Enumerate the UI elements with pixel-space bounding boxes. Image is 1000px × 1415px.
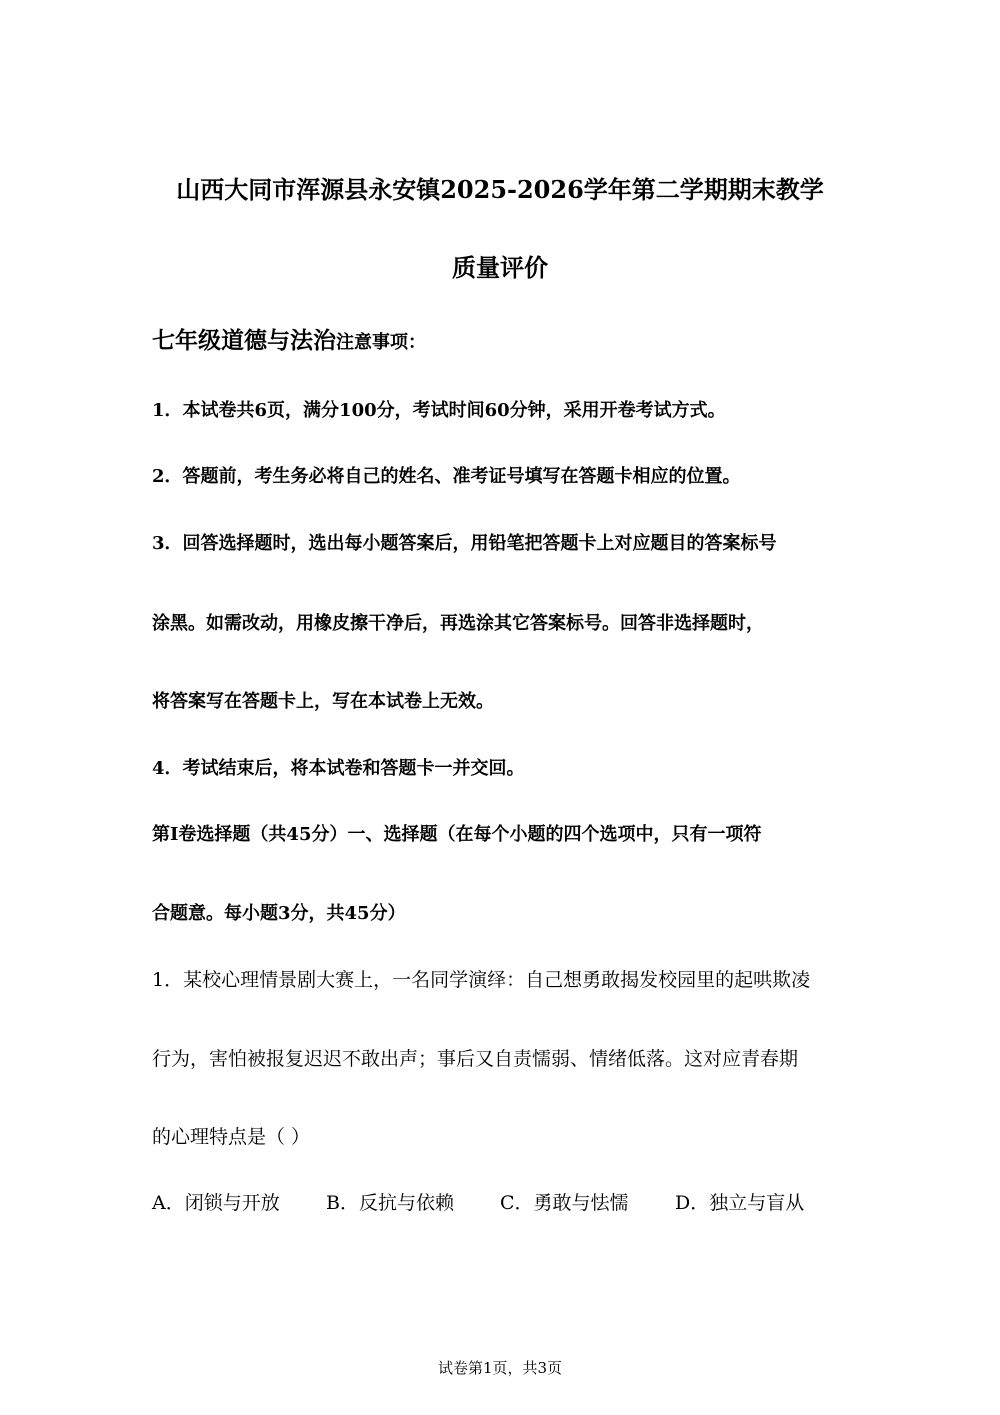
- notice-item-3: 3．回答选择题时，选出每小题答案后，用铅笔把答题卡上对应题目的答案标号: [152, 533, 777, 554]
- notice-item-2: 2．答题前，考生务必将自己的姓名、准考证号填写在答题卡相应的位置。: [152, 466, 741, 487]
- question-1-options: [152, 1188, 804, 1215]
- option-c: C．勇敢与怯懦: [500, 1192, 629, 1214]
- question-1-stem: 1．某校心理情景剧大赛上，一名同学演绎：自己想勇敢揭发校园里的起哄欺凌: [152, 969, 811, 991]
- option-d: D．独立与盲从: [675, 1192, 805, 1214]
- section-heading-continued: 合题意。每小题3分，共45分）: [152, 903, 406, 924]
- notice-item-3-continued: 涂黑。如需改动，用橡皮擦干净后，再选涂其它答案标号。回答非选择题时，: [152, 613, 764, 634]
- section-heading: 第Ⅰ卷选择题（共45分）一、选择题（在每个小题的四个选项中，只有一项符: [152, 824, 762, 845]
- option-a: A．闭锁与开放: [152, 1192, 280, 1214]
- question-1-stem-continued: 行为，害怕被报复迟迟不敢出声；事后又自责懦弱、情绪低落。这对应青春期: [152, 1048, 799, 1070]
- notice-item-3-continued: 将答案写在答题卡上，写在本试卷上无效。: [152, 691, 494, 712]
- page-footer: 试卷第1页，共3页: [437, 1359, 563, 1377]
- notice-item-1: 1．本试卷共6页，满分100分，考试时间60分钟，采用开卷考试方式。: [152, 400, 726, 421]
- notice-label: 注意事项：: [336, 332, 426, 353]
- exam-title-line-2: 质量评价: [452, 253, 548, 282]
- question-1-stem-continued: 的心理特点是（ ）: [152, 1126, 311, 1148]
- exam-title-line-1: 山西大同市浑源县永安镇2025-2026学年第二学期期末教学: [176, 175, 824, 204]
- subject-title: 七年级道德与法治: [152, 327, 336, 354]
- option-b: B．反抗与依赖: [326, 1192, 454, 1214]
- subject-heading-row: [152, 322, 852, 355]
- notice-item-4: 4．考试结束后，将本试卷和答题卡一并交回。: [152, 758, 525, 779]
